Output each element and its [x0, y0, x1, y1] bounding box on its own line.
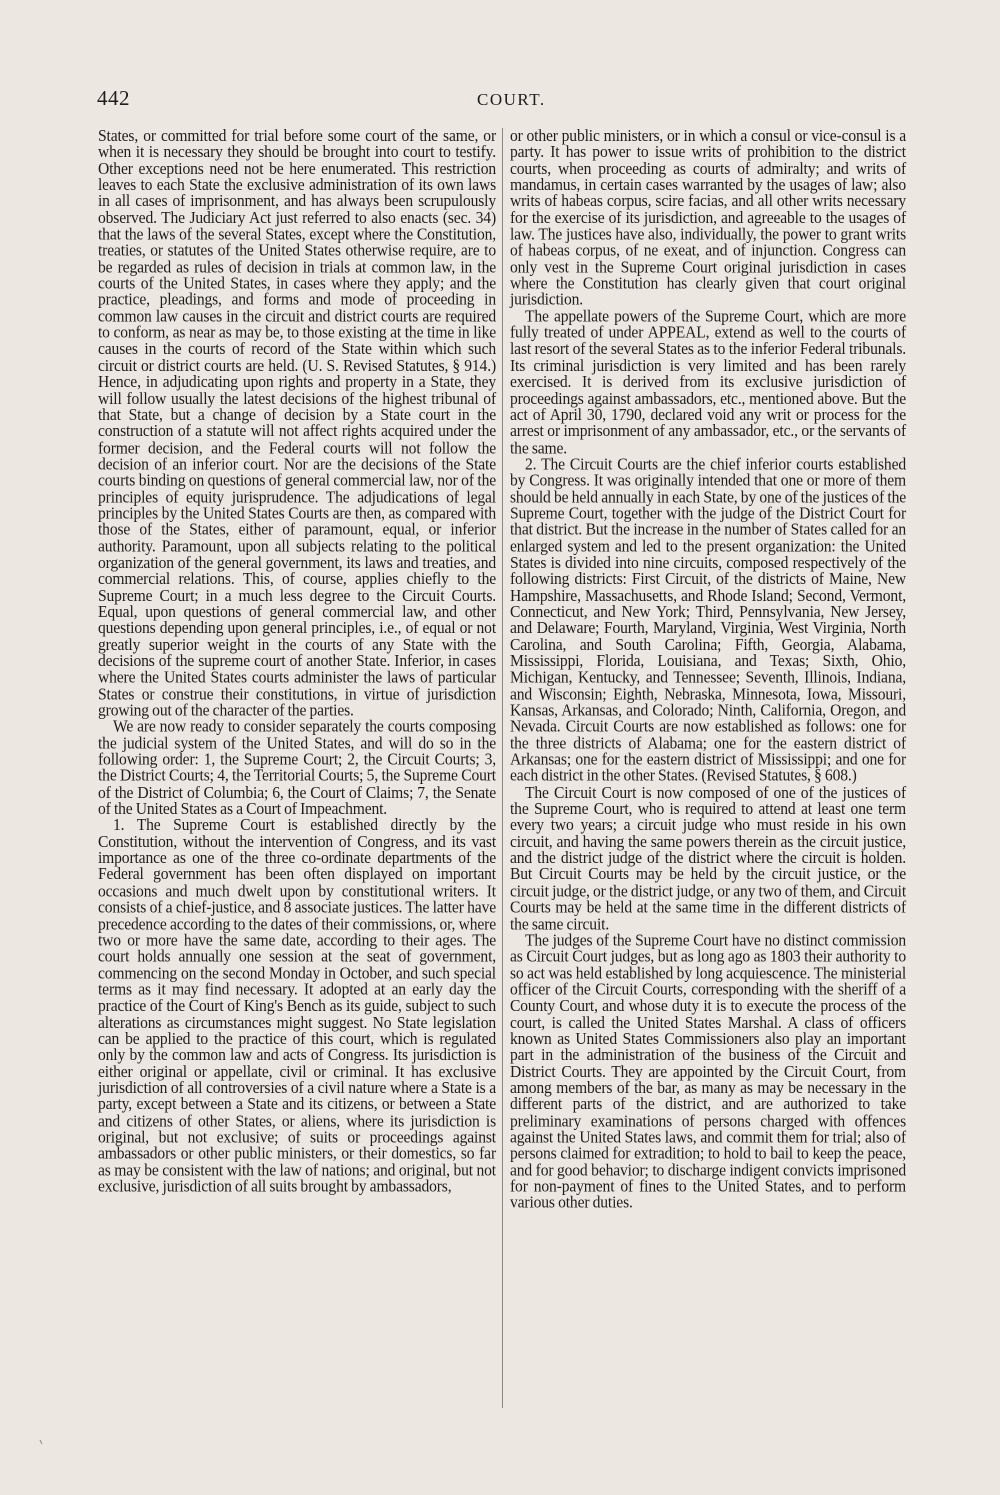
page-number: 442: [97, 86, 130, 110]
page-header: [97, 86, 909, 114]
paragraph: We are now ready to consider separately the courts composing the judicial system of the United States, and will do so in the following order: 1, the Supreme Court; 2, the Circuit Courts; 3, the District Courts; 4, the Territorial Courts; 5, the Supreme Court of the District of Columbia; 6, the Court of Claims; 7, the Senate of the United States as a Court of Impeachment.: [98, 717, 496, 819]
paragraph: 2. The Circuit Courts are the chief inferior courts established by Congress. It was originally intended that one or more of them should be held annually in each State, by one of the justices of the Supreme Court, together with the judge of the District Court for that district. But the increase in the number of States called for an enlarged system and led to the present organization: the United States is divided into nine circuits, composed respectively of the following districts: First Circuit, of the districts of Maine, New Hampshire, Massachusetts, and Rhode Island; Second, Vermont, Connecticut, and New York; Third, Pennsylvania, New Jersey, and Delaware; Fourth, Maryland, Virginia, West Virginia, North Carolina, and South Carolina; Fifth, Georgia, Alabama, Mississippi, Florida, Louisiana, and Texas; Sixth, Ohio, Michigan, Kentucky, and Tennessee; Seventh, Illinois, Indiana, and Wisconsin; Eighth, Nebraska, Minnesota, Iowa, Missouri, Kansas, Arkansas, and Colorado; Ninth, California, Oregon, and Nevada. Circuit Courts are now established as follows: one for the three districts of Alabama; one for the eastern district of Arkansas; one for the eastern district of Mississippi; and one for each district in the other States. (Revised Statutes, § 608.): [510, 455, 906, 786]
left-column: [98, 128, 496, 1195]
paragraph: The judges of the Supreme Court have no distinct commission as Circuit Court judges, but as long ago as 1803 their authority to so act was held established by long acquiescence. The ministerial officer of the Circuit Courts, corresponding with the sheriff of a County Court, and whose duty it is to execute the process of the court, is called the United States Marshal. A class of officers known as United States Commissioners also play an important part in the administration of the business of the Circuit and District Courts. They are appointed by the Circuit Court, from among members of the bar, as many as may be necessary in the different parts of the district, and are authorized to take preliminary examinations of persons charged with offences against the United States laws, and commit them for trial; also of persons claimed for extradition; to hold to bail to keep the peace, and for good behavior; to discharge indigent convicts imprisoned for non-payment of fines to the United States, and to perform various other duties.: [510, 931, 906, 1213]
right-column: [510, 128, 906, 1212]
running-head: COURT.: [477, 90, 546, 109]
paragraph: States, or committed for trial before some court of the same, or when it is necessary they should be brought into court to testify. Other exceptions need not be here enumerated. This restriction leaves to each State the exclusive administration of its own laws in all cases of imprisonment, and has always been scrupulously observed. The Judiciary Act just referred to also enacts (sec. 34) that the laws of the several States, except where the Constitution, treaties, or statutes of the United States otherwise require, are to be regarded as rules of decision in trials at common law, in the courts of the United States, in cases where they apply; and the practice, pleadings, and forms and mode of proceeding in common law causes in the circuit and district courts are required to conform, as near as may be, to those existing at the time in like causes in the courts of record of the State within which such circuit or district courts are held. (U. S. Revised Statutes, § 914.) Hence, in adjudicating upon rights and property in a State, they will follow usually the latest decisions of the highest tribunal of that State, but a change of decision by a State court in the construction of a statute will not affect rights acquired under the former decision, and the Federal courts will not follow the decision of an inferior court. Nor are the decisions of the State courts binding on questions of general commercial law, nor of the principles of equity jurisprudence. The adjudications of legal principles by the United States Courts are then, as compared with those of the States, either of paramount, equal, or inferior authority. Paramount, upon all subjects relating to the political organization of the general government, its laws and treaties, and commercial relations. This, of course, applies chiefly to the Supreme Court; in a much less degree to the Circuit Courts. Equal, upon questions of general commercial law, and other questions depending upon general principles, i.e., of equal or not greatly superior weight in the courts of any State with the decisions of the supreme court of another State. Inferior, in cases where the United States courts administer the laws of particular States or construe their constitutions, in virtue of jurisdiction growing out of the character of the parties.: [98, 126, 496, 720]
paragraph: The appellate powers of the Supreme Court, which are more fully treated of under APPEAL, extend as well to the courts of last resort of the several States as to the inferior Federal tribunals. Its criminal jurisdiction is very limited and has been rarely exercised. It is derived from its exclusive jurisdiction of proceedings against ambassadors, etc., mentioned above. But the act of April 30, 1790, declared void any writ or process for the arrest or imprisonment of any ambassador, etc., or the servants of the same.: [510, 307, 906, 458]
paragraph: 1. The Supreme Court is established directly by the Constitution, without the intervention of Congress, and its vast importance as one of the three co-ordinate departments of the Federal government has been often displayed on important occasions and much dwelt upon by constitutional writers. It consists of a chief-justice, and 8 associate justices. The latter have precedence according to the dates of their commissions, or, where two or more have the same date, according to their ages. The court holds annually one session at the seat of government, commencing on the second Monday in October, and such special terms as it may find necessary. It adopted at an early day the practice of the Court of King's Bench as its guide, subject to such alterations as circumstances might suggest. No State legislation can be applied to the practice of this court, which is regulated only by the common law and acts of Congress. Its jurisdiction is either original or appellate, civil or criminal. It has exclusive jurisdiction of all controversies of a civil nature where a State is a party, except between a State and its citizens, or between a State and citizens of other States, or aliens, where its jurisdiction is original, but not exclusive; of suits or proceedings against ambassadors or other public ministers, or their domestics, so far as may be consistent with the law of nations; and original, but not exclusive, jurisdiction of all suits brought by ambassadors,: [98, 816, 496, 1196]
ink-speck: [40, 1440, 42, 1444]
column-rule: [502, 128, 503, 1408]
paragraph: or other public ministers, or in which a consul or vice-consul is a party. It has power to issue writs of prohibition to the district courts, when proceeding as courts of admiralty; and writs of mandamus, in certain cases warranted by the usages of law; also writs of habeas corpus, scire facias, and all other writs necessary for the exercise of its jurisdiction, and agreeable to the usages of law. The justices have also, individually, the power to grant writs of habeas corpus, of ne exeat, and of injunction. Congress can only vest in the Supreme Court original jurisdiction in cases where the Constitution has clearly given that court original jurisdiction.: [510, 126, 906, 310]
paragraph: The Circuit Court is now composed of one of the justices of the Supreme Court, who is required to attend at least one term every two years; a circuit judge who must reside in his own circuit, and having the same powers therein as the circuit justice, and the district judge of the district where the circuit is holden. But Circuit Courts may be held by the circuit justice, or the circuit judge, or the district judge, or any two of them, and Circuit Courts may be held at the same time in the different districts of the same circuit.: [510, 783, 906, 934]
